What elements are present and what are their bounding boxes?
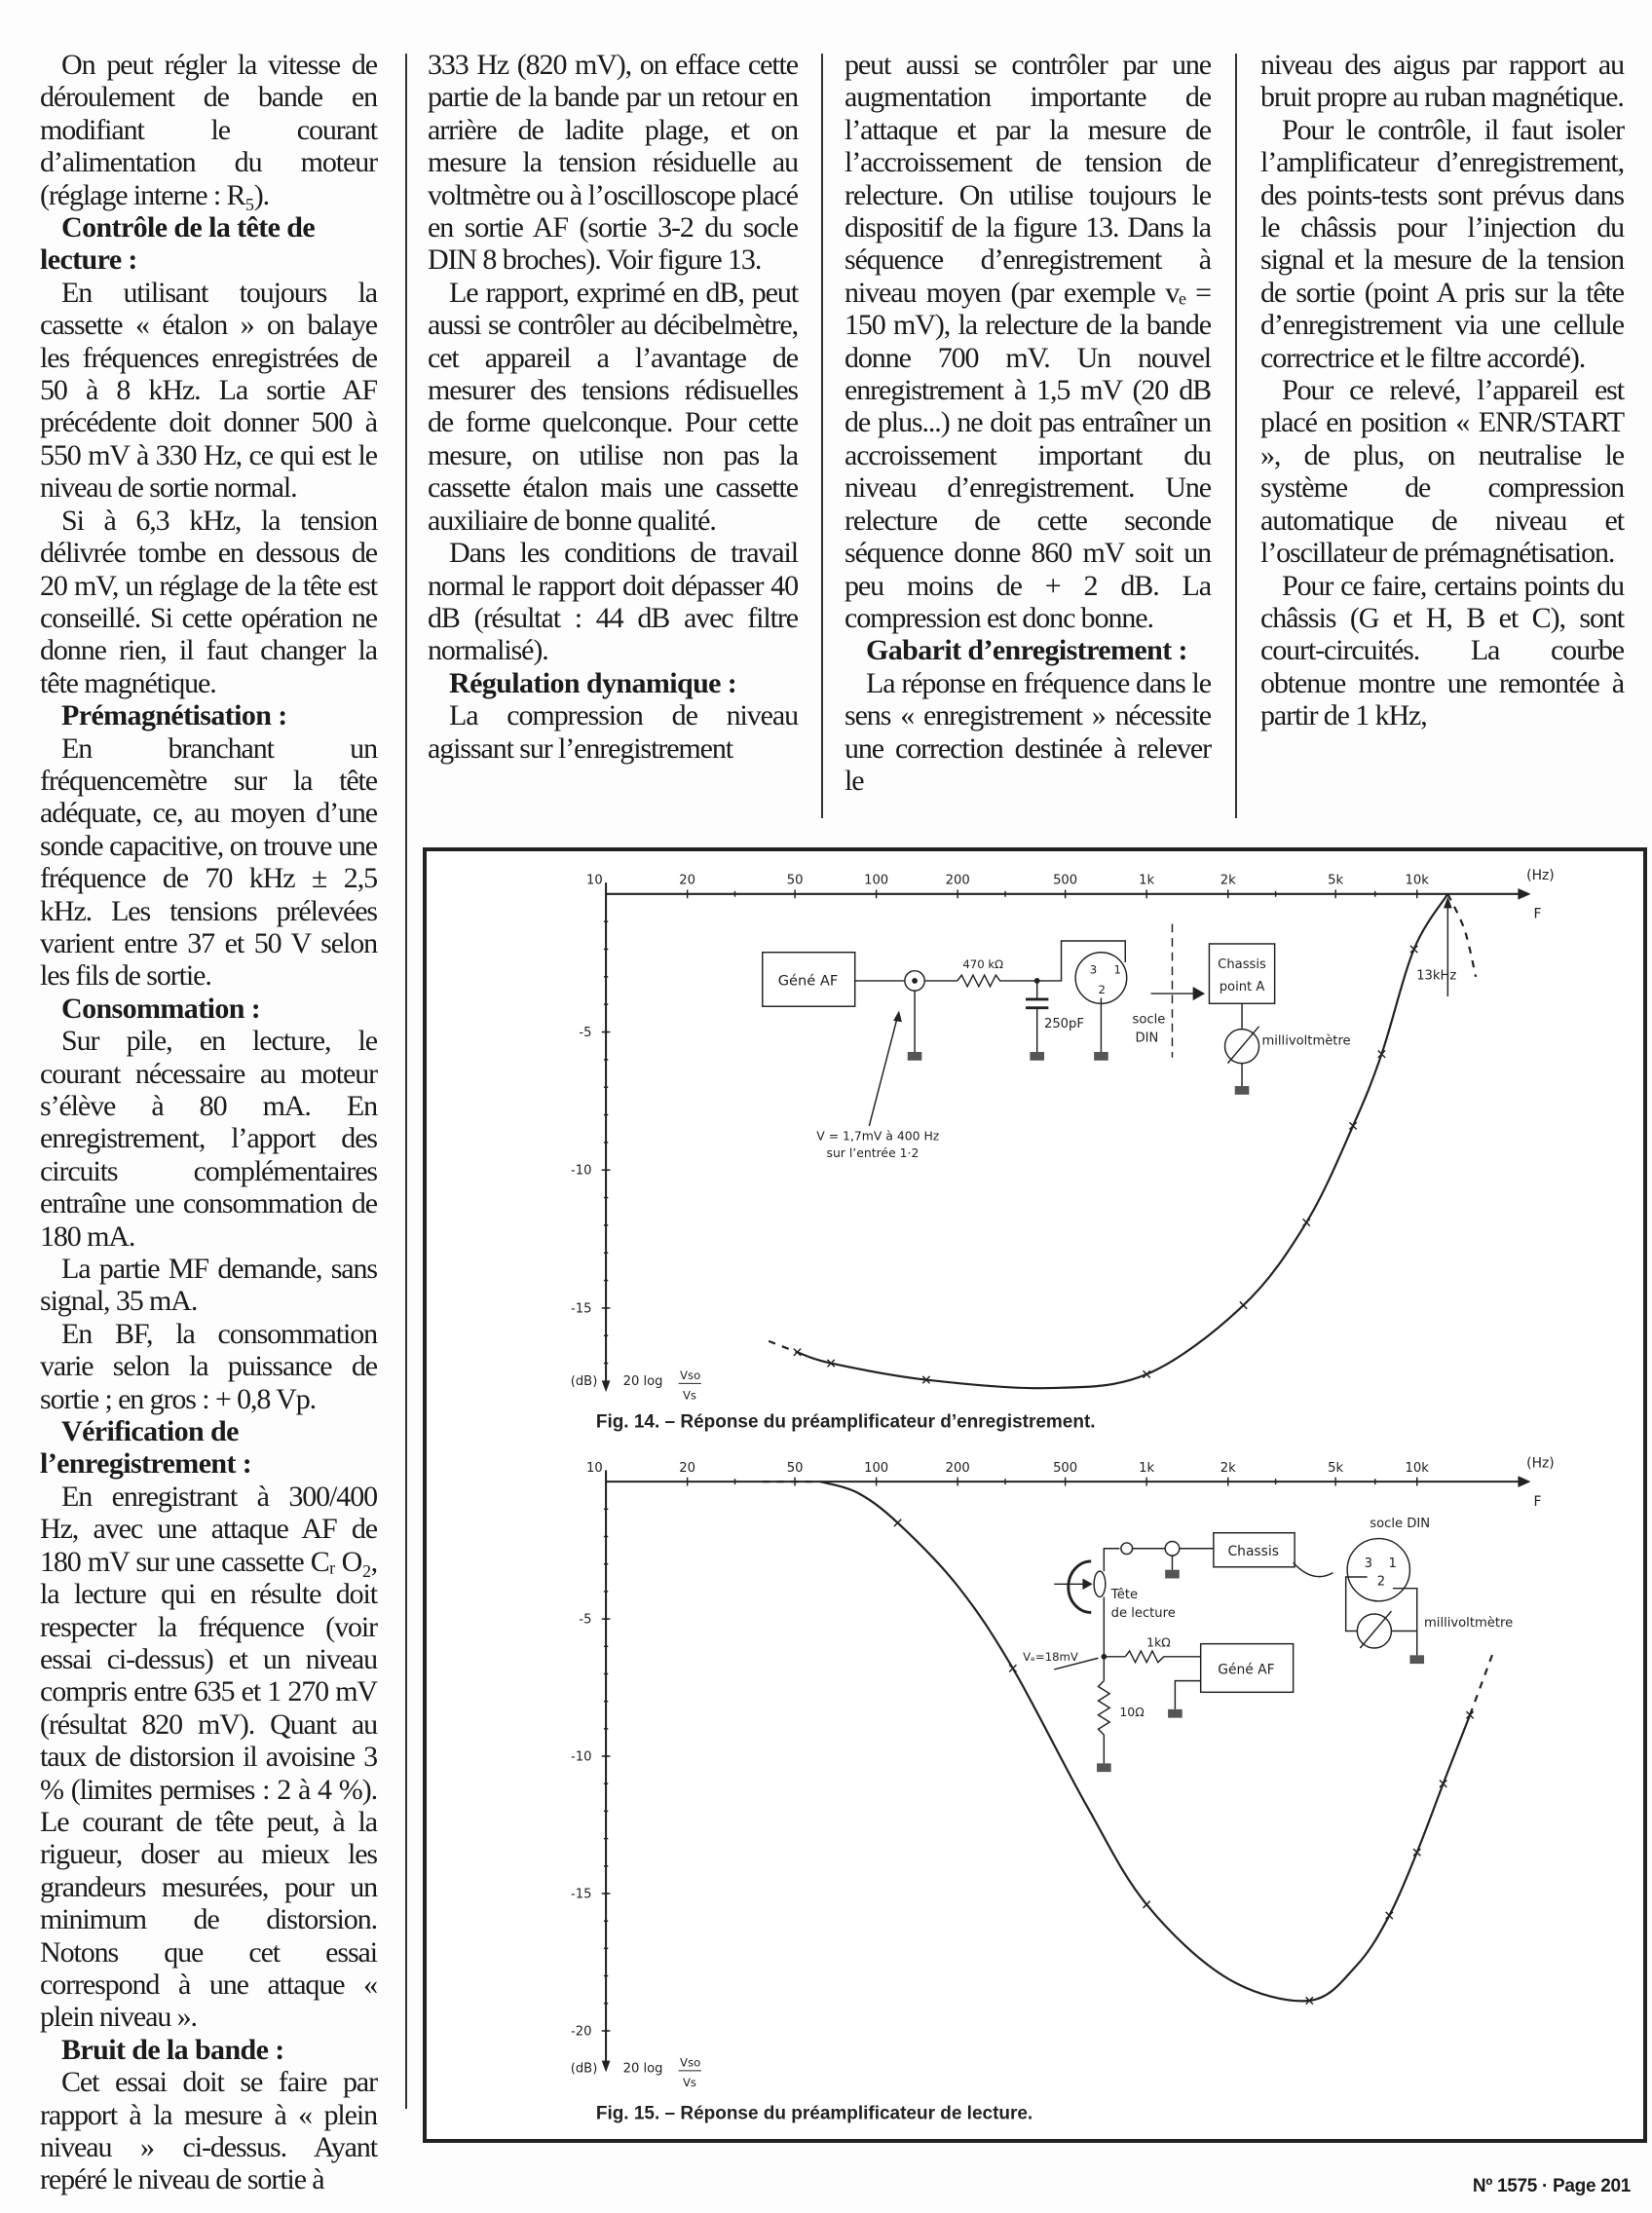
data-point-marker bbox=[1240, 1301, 1247, 1308]
arrow-icon bbox=[1193, 988, 1203, 999]
x-tick-label: 2k bbox=[1220, 873, 1236, 888]
svg-text:DIN: DIN bbox=[1135, 1031, 1159, 1046]
din-socket-icon bbox=[1347, 1539, 1409, 1601]
x-tick-label: 50 bbox=[786, 873, 804, 888]
page-footer: Nº 1575 · Page 201 bbox=[1472, 2176, 1631, 2196]
paragraph: En utilisant toujours la cassette « étalon » on balaye les fréquences enregistrées de 50 à 8 kHz. La sortie AF précédente doit donner 500 à 550 mV à 330 Hz, ce qui est le niveau de sortie normal. bbox=[40, 276, 377, 505]
fig14-chart bbox=[571, 868, 1555, 1432]
y-unit-label: (dB) bbox=[570, 1373, 598, 1389]
svg-text:V = 1,7mV à 400 Hz: V = 1,7mV à 400 Hz bbox=[816, 1128, 940, 1144]
paragraph: On peut régler la vitesse de déroulement de bande en modifiant le courant d’alimentation du moteur (réglage interne : R₅). bbox=[40, 49, 377, 211]
svg-text:Tête: Tête bbox=[1110, 1587, 1139, 1602]
resistor-icon bbox=[1099, 1681, 1110, 1764]
data-point-marker bbox=[1009, 1665, 1016, 1671]
x-tick-label: 5k bbox=[1328, 873, 1344, 888]
y-axis-label-numerator: Vso bbox=[680, 1368, 701, 1382]
svg-text:Vₑ=18mV: Vₑ=18mV bbox=[1023, 1650, 1078, 1665]
x-tick-label: 1k bbox=[1139, 873, 1155, 888]
x-tick-label: 10k bbox=[1405, 873, 1429, 888]
paragraph: Cet essai doit se faire par rapport à la mesure à « plein niveau » ci-dessus. Ayant repéré le niveau de sortie à bbox=[40, 2066, 377, 2196]
y-axis-label: 20 log bbox=[622, 2061, 663, 2077]
section-heading: Régulation dynamique : bbox=[449, 666, 737, 699]
fig14-schematic bbox=[763, 923, 1351, 1160]
y-tick-label: -10 bbox=[571, 1163, 592, 1179]
svg-text:1: 1 bbox=[1388, 1556, 1397, 1571]
x-tick-label: 5k bbox=[1328, 1460, 1344, 1476]
svg-text:sur l’entrée 1·2: sur l’entrée 1·2 bbox=[826, 1145, 920, 1161]
paragraph: Sur pile, en lecture, le courant nécessaire au moteur s’élève à 80 mA. En enregistrement, l’apport des circuits complémentaires entraîne une consommation de 180 mA. bbox=[40, 1025, 377, 1253]
data-point-marker bbox=[894, 1519, 901, 1526]
text-column-4 bbox=[1260, 49, 1624, 732]
paragraph: La réponse en fréquence dans le sens « enregistrement » nécessite une correction destinée à relever le bbox=[845, 666, 1211, 797]
x-tick-label: 500 bbox=[1053, 1460, 1078, 1476]
paragraph: La compression de niveau agissant sur l’enregistrement bbox=[428, 699, 798, 765]
svg-text:3: 3 bbox=[1089, 962, 1098, 977]
svg-text:point A: point A bbox=[1219, 980, 1265, 995]
x-tick-label: 20 bbox=[679, 873, 695, 888]
svg-text:1: 1 bbox=[1113, 962, 1122, 977]
figures-canvas bbox=[427, 851, 1643, 2139]
svg-text:socle: socle bbox=[1132, 1012, 1166, 1028]
y-axis-arrow-icon bbox=[602, 2061, 611, 2073]
paragraph: Pour ce faire, certains points du châssis (G et H, B et C), sont court-circuités. La courbe obtenue montre une remontée à partir de 1 kHz, bbox=[1260, 569, 1624, 732]
extrapolated-curve bbox=[1447, 894, 1476, 977]
text-column-1 bbox=[40, 49, 377, 2196]
svg-text:2: 2 bbox=[1098, 983, 1106, 997]
ground-icon bbox=[908, 1052, 1250, 1095]
paragraph: Pour le contrôle, il faut isoler l’amplificateur d’enregistrement, des points-tests sont prévus dans le châssis pour l’injection du signal et la mesure de la tension de sortie (point A pris sur la tête d’enregistrement via une cellule correctrice et le filtre accordé). bbox=[1260, 113, 1624, 374]
paragraph: Pour ce relevé, l’appareil est placé en position « ENR/START », de plus, on neutralise le système de compression automatique de niveau et l’oscillateur de prémagnétisation. bbox=[1260, 374, 1624, 570]
x-tick-label: 500 bbox=[1053, 873, 1078, 888]
svg-text:470 kΩ: 470 kΩ bbox=[962, 956, 1004, 971]
x-axis-label: F bbox=[1533, 906, 1542, 922]
svg-text:3: 3 bbox=[1364, 1556, 1373, 1571]
x-tick-label: 20 bbox=[679, 1460, 695, 1476]
x-unit-label: (Hz) bbox=[1526, 1455, 1555, 1472]
data-point-marker bbox=[1144, 1901, 1150, 1908]
svg-text:Chassis: Chassis bbox=[1227, 1544, 1279, 1560]
y-unit-label: (dB) bbox=[570, 2061, 598, 2077]
svg-text:10Ω: 10Ω bbox=[1119, 1705, 1145, 1720]
resistor-icon bbox=[1125, 1651, 1200, 1663]
x-tick-label: 100 bbox=[864, 873, 889, 888]
figure-caption: Fig. 15. – Réponse du préamplificateur de lecture. bbox=[595, 2103, 1033, 2124]
paragraph: En BF, la consommation varie selon la puissance de sortie ; en gros : + 0,8 Vp. bbox=[40, 1317, 377, 1415]
y-tick-label: -15 bbox=[571, 1887, 592, 1902]
svg-text:millivoltmètre: millivoltmètre bbox=[1424, 1616, 1514, 1632]
y-axis-label: 20 log bbox=[622, 1373, 663, 1389]
svg-text:Géné AF: Géné AF bbox=[1218, 1662, 1275, 1678]
y-tick-label: -5 bbox=[579, 1025, 592, 1040]
svg-text:de lecture: de lecture bbox=[1110, 1605, 1176, 1621]
annotation-label: 13kHz bbox=[1416, 968, 1457, 984]
text-column-2 bbox=[428, 49, 798, 765]
x-tick-label: 1k bbox=[1139, 1460, 1155, 1476]
section-heading: Consommation : bbox=[61, 992, 261, 1025]
svg-text:millivoltmètre: millivoltmètre bbox=[1261, 1033, 1351, 1049]
x-tick-label: 100 bbox=[864, 1460, 889, 1476]
svg-text:1kΩ: 1kΩ bbox=[1146, 1634, 1171, 1650]
paragraph: La partie MF demande, sans signal, 35 mA. bbox=[40, 1253, 377, 1318]
column-divider bbox=[821, 54, 823, 818]
y-axis-label-numerator: Vso bbox=[680, 2055, 701, 2070]
coax-connector-icon bbox=[1165, 1541, 1180, 1556]
figures-frame bbox=[423, 847, 1647, 2143]
paragraph: Dans les conditions de travail normal le rapport doit dépasser 40 dB (résultat : 44 dB avec filtre normalisé). bbox=[428, 537, 798, 667]
extrapolated-curve bbox=[769, 1341, 797, 1352]
x-tick-label: 200 bbox=[945, 1460, 970, 1476]
paragraph: Si à 6,3 kHz, la tension délivrée tombe en dessous de 20 mV, un réglage de la tête est conseillé. Si cette opération ne donne rien, il faut changer la tête magnétique. bbox=[40, 504, 377, 699]
data-point-marker bbox=[1386, 1912, 1393, 1919]
y-axis-label-denominator: Vs bbox=[682, 2075, 697, 2089]
paragraph: peut aussi se contrôler par une augmentation importante de l’attaque et par la mesure de l’accroissement de tension de relecture. On utilise toujours le dispositif de la figure 13. Dans la séquence d’enregistrement à niveau moyen (par exemple vₑ = 150 mV), la relecture de la bande donne 700 mV. Un nouvel enregistrement à 1,5 mV (20 dB de plus...) ne doit pas entraîner un accroissement important du niveau d’enregistrement. Une relecture de cette seconde séquence donne 860 mV soit un peu moins de + 2 dB. La compression est donc bonne. bbox=[845, 49, 1211, 634]
resistor-icon bbox=[957, 975, 1009, 987]
x-axis-label: F bbox=[1533, 1493, 1542, 1510]
x-tick-label: 200 bbox=[945, 873, 970, 888]
paragraph: Le rapport, exprimé en dB, peut aussi se contrôler au décibelmètre, cet appareil a l’avantage de mesurer des tensions rédisuelles de forme quelconque. Pour cette mesure, on utilise non pas la cassette étalon mais une cassette auxiliaire de bonne qualité. bbox=[428, 276, 798, 537]
paragraph: En branchant un fréquencemètre sur la tête adéquate, ce, au moyen d’une sonde capacitive, on trouve une fréquence de 70 kHz ± 2,5 kHz. Les tensions prélevées varient entre 37 et 50 V selon les fils de sortie. bbox=[40, 731, 377, 993]
column-divider bbox=[1235, 54, 1237, 818]
x-tick-label: 2k bbox=[1220, 1460, 1236, 1476]
svg-text:2: 2 bbox=[1376, 1574, 1386, 1590]
y-tick-label: -15 bbox=[571, 1301, 592, 1317]
y-tick-label: -5 bbox=[579, 1612, 592, 1628]
text-column-3 bbox=[845, 49, 1211, 797]
y-axis-arrow-icon bbox=[602, 1380, 611, 1392]
paragraph: En enregistrant à 300/400 Hz, avec une attaque AF de 180 mV sur une cassette Cᵣ O₂, la lecture qui en résulte doit respecter la fréquence (voir essai ci-dessus) et un niveau compris entre 635 et 1 270 mV (résultat 820 mV). Quant au taux de distorsion il avoisine 3 % (limites permises : 2 à 4 %). Le courant de tête peut, à la rigueur, doser au mieux les grandeurs mesurées, pour un minimum de distorsion. Notons que cet essai correspond à une attaque « plein niveau ». bbox=[40, 1480, 377, 2034]
y-tick-label: -20 bbox=[571, 2024, 592, 2040]
x-tick-label: 10 bbox=[586, 1460, 603, 1476]
extrapolated-curve bbox=[1470, 1655, 1492, 1715]
connector-icon bbox=[1121, 1543, 1133, 1555]
section-heading: Vérification de l’enregistrement : bbox=[40, 1415, 252, 1481]
x-unit-label: (Hz) bbox=[1526, 868, 1555, 884]
x-axis-arrow-icon bbox=[1518, 1476, 1530, 1487]
x-tick-label: 50 bbox=[786, 1460, 804, 1476]
section-heading: Prémagnétisation : bbox=[61, 699, 287, 732]
paragraph: 333 Hz (820 mV), on efface cette partie de la bande par un retour en arrière de ladite plage, et on mesure la tension résiduelle au voltmètre ou à l’oscilloscope placé en sortie AF (sortie 3-2 du socle DIN 8 broches). Voir figure 13. bbox=[428, 49, 798, 277]
svg-text:Chassis: Chassis bbox=[1218, 956, 1266, 972]
fig15-schematic bbox=[1023, 1517, 1513, 1772]
data-point-marker bbox=[1303, 1219, 1310, 1225]
curved-arrow-icon bbox=[1294, 1562, 1333, 1576]
x-tick-label: 10 bbox=[586, 873, 603, 888]
y-axis-label-denominator: Vs bbox=[682, 1388, 697, 1403]
y-tick-label: -10 bbox=[571, 1749, 592, 1765]
svg-text:250pF: 250pF bbox=[1043, 1017, 1084, 1032]
generator-label: Géné AF bbox=[777, 972, 839, 990]
paragraph: niveau des aigus par rapport au bruit propre au ruban magnétique. bbox=[1260, 49, 1624, 114]
svg-text:socle DIN: socle DIN bbox=[1370, 1516, 1431, 1531]
section-heading: Gabarit d’enregistrement : bbox=[866, 634, 1187, 667]
figure-caption: Fig. 14. – Réponse du préamplificateur d’enregistrement. bbox=[595, 1411, 1096, 1433]
x-axis-arrow-icon bbox=[1518, 888, 1530, 900]
section-heading: Bruit de la bande : bbox=[61, 2033, 284, 2066]
column-divider bbox=[405, 54, 407, 2109]
tape-head-icon bbox=[1069, 1561, 1091, 1613]
x-tick-label: 10k bbox=[1405, 1460, 1429, 1476]
section-heading: Contrôle de la tête de lecture : bbox=[40, 211, 316, 277]
